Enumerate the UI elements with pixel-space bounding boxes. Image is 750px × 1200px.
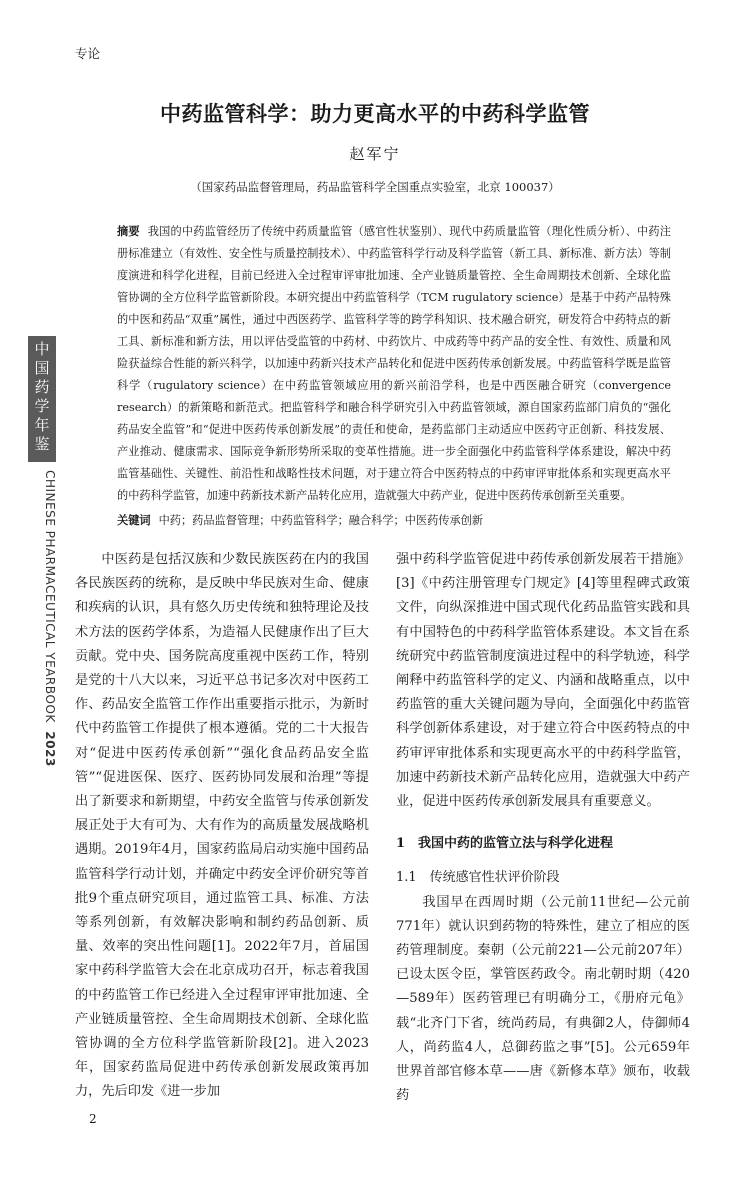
yearbook-sidebar-tab [28, 336, 56, 462]
keywords-text: 中药；药品监督管理；中药监管科学；融合科学；中医药传承创新 [158, 514, 484, 527]
subsection-heading: 1.1 传统感官性状评价阶段 [396, 870, 560, 886]
section-heading: 1 我国中药的监管立法与科学化进程 [396, 836, 614, 852]
yearbook-year: 2023 [43, 731, 57, 767]
body-column-left [75, 548, 369, 1105]
article-author: 赵军宁 [349, 145, 401, 163]
abstract-label: 摘要 [117, 224, 140, 238]
abstract-text: 我国的中药监管经历了传统中药质量监管（感官性状鉴别）、现代中药质量监管（理化性质分析）、中药注册标准建立（有效性、安全性与质量控制技术）、中药监管科学行动及科学监管（新工具、新标准、新方法）等制度演进和科学化进程，目前已经进入全过程审评审批加速、全产业链质量管控、全生命周期技术创新、全球化监管协调的全方位科学监管新阶段。本研究提出中药监管科学（TCM rugulatory science）是基于中药产品特殊的中医和药品“双重”属性，通过中西医药学、监管科学等的跨学科知识、技术融合研究，研发符合中药特点的新工具、新标准和新方法，用以评估受监管的中药材、中药饮片、中成药等中药产品的安全性、有效性、质量和风险获益综合性能的新兴科学，以加速中药新兴技术产品转化和促进中医药传承创新发展。中药监管科学既是监管科学（rugulatory science）在中药监管领域应用的新兴前沿学科，也是中西医融合研究（convergence research）的新策略和新范式。把监管科学和融合科学研究引入中药监管领域，源自国家药监部门肩负的“强化药品安全监管”和“促进中医药传承创新发展”的责任和使命，是药监部门主动适应中医药守正创新、科技发展、产业推动、健康需求、国际竞争新形势所采取的变革性措施。进一步全面强化中药监管科学体系建设，解决中药监管基础性、关键性、前沿性和战略性技术问题，对于建立符合中医药特点的中药审评审批体系和实现更高水平的中药科学监管，加速中药新技术新产品转化应用，造就强大中药产业，促进中医药传承创新至关重要。 [117, 225, 671, 502]
section-tag: 专论 [75, 46, 101, 61]
yearbook-english-name [31, 470, 57, 767]
author-affiliation: （国家药品监督管理局，药品监管科学全国重点实验室，北京 100037） [190, 180, 560, 194]
body-paragraph: 我国早在西周时期（公元前11世纪—公元前771年）就认识到药物的特殊性，建立了相应的医药管理制度。秦朝（公元前221—公元前207年）已设太医令臣，掌管医药政令。南北朝时期（420—589年）医药管理已有明确分工，《册府元龟》载“北齐门下省，统尚药局，有典御2人，侍御师4人，尚药监4人，总御药监之事”[5]。公元659年世界首部官修本草——唐《新修本草》颁布，收载药 [396, 894, 690, 1104]
yearbook-chinese-name: 中国药学年鉴 [34, 340, 50, 453]
keywords-block [117, 512, 671, 528]
article-title: 中药监管科学：助力更高水平的中药科学监管 [160, 101, 590, 126]
body-paragraph: 中医药是包括汉族和少数民族医药在内的我国各民族医药的统称，是反映中华民族对生命、健康和疾病的认识，具有悠久历史传统和独特理论及技术方法的医药学体系，为造福人民健康作出了巨大贡献。党中央、国务院高度重视中医药工作，特别是党的十八大以来，习近平总书记多次对中医药工作、药品安全监管工作作出重要指示批示，为新时代中药监管工作提供了根本遵循。党的二十大报告对“促进中医药传承创新”“强化食品药品安全监管”“促进医保、医疗、医药协同发展和治理”等提出了新要求和新期望，中药安全监管与传承创新发展正处于大有可为、大有作为的高质量发展战略机遇期。2019年4月，国家药监局启动实施中国药品监管科学行动计划，并确定中药安全评价研究等首批9个重点研究项目，通过监管工具、标准、方法等系列创新，有效解决影响和制约药品创新、质量、效率的突出性问题[1]。2022年7月，首届国家中药科学监管大会在北京成功召开，标志着我国的中药监管工作已经进入全过程审评审批加速、全产业链质量管控、全生命周期技术创新、全球化监管协调的全方位科学监管新阶段[2]。进入2023年，国家药监局促进中药传承创新发展政策再加力，先后印发《进一步加 [75, 552, 369, 1100]
yearbook-english-title: CHINESE PHARMACEUTICAL YEARBOOK [43, 470, 57, 723]
body-column-right [396, 548, 690, 1108]
page-number: 2 [89, 1112, 97, 1126]
abstract-block [117, 220, 671, 507]
body-paragraph: 强中药科学监管促进中药传承创新发展若干措施》[3]《中药注册管理专门规定》[4]等里程碑式政策文件，向纵深推进中国式现代化药品监管实践和具有中国特色的中药科学监管体系建设。本文旨在系统研究中药监管制度演进过程中的科学轨迹，科学阐释中药监管科学的定义、内涵和战略重点，以中药监管的重大关键问题为导向，全面强化中药监管科学创新体系建设，对于建立符合中医药特点的中药审评审批体系和实现更高水平的中药科学监管，加速中药新技术新产品转化应用，造就强大中药产业，促进中医药传承创新发展具有重要意义。 [396, 552, 690, 810]
keywords-label: 关键词 [117, 513, 151, 527]
